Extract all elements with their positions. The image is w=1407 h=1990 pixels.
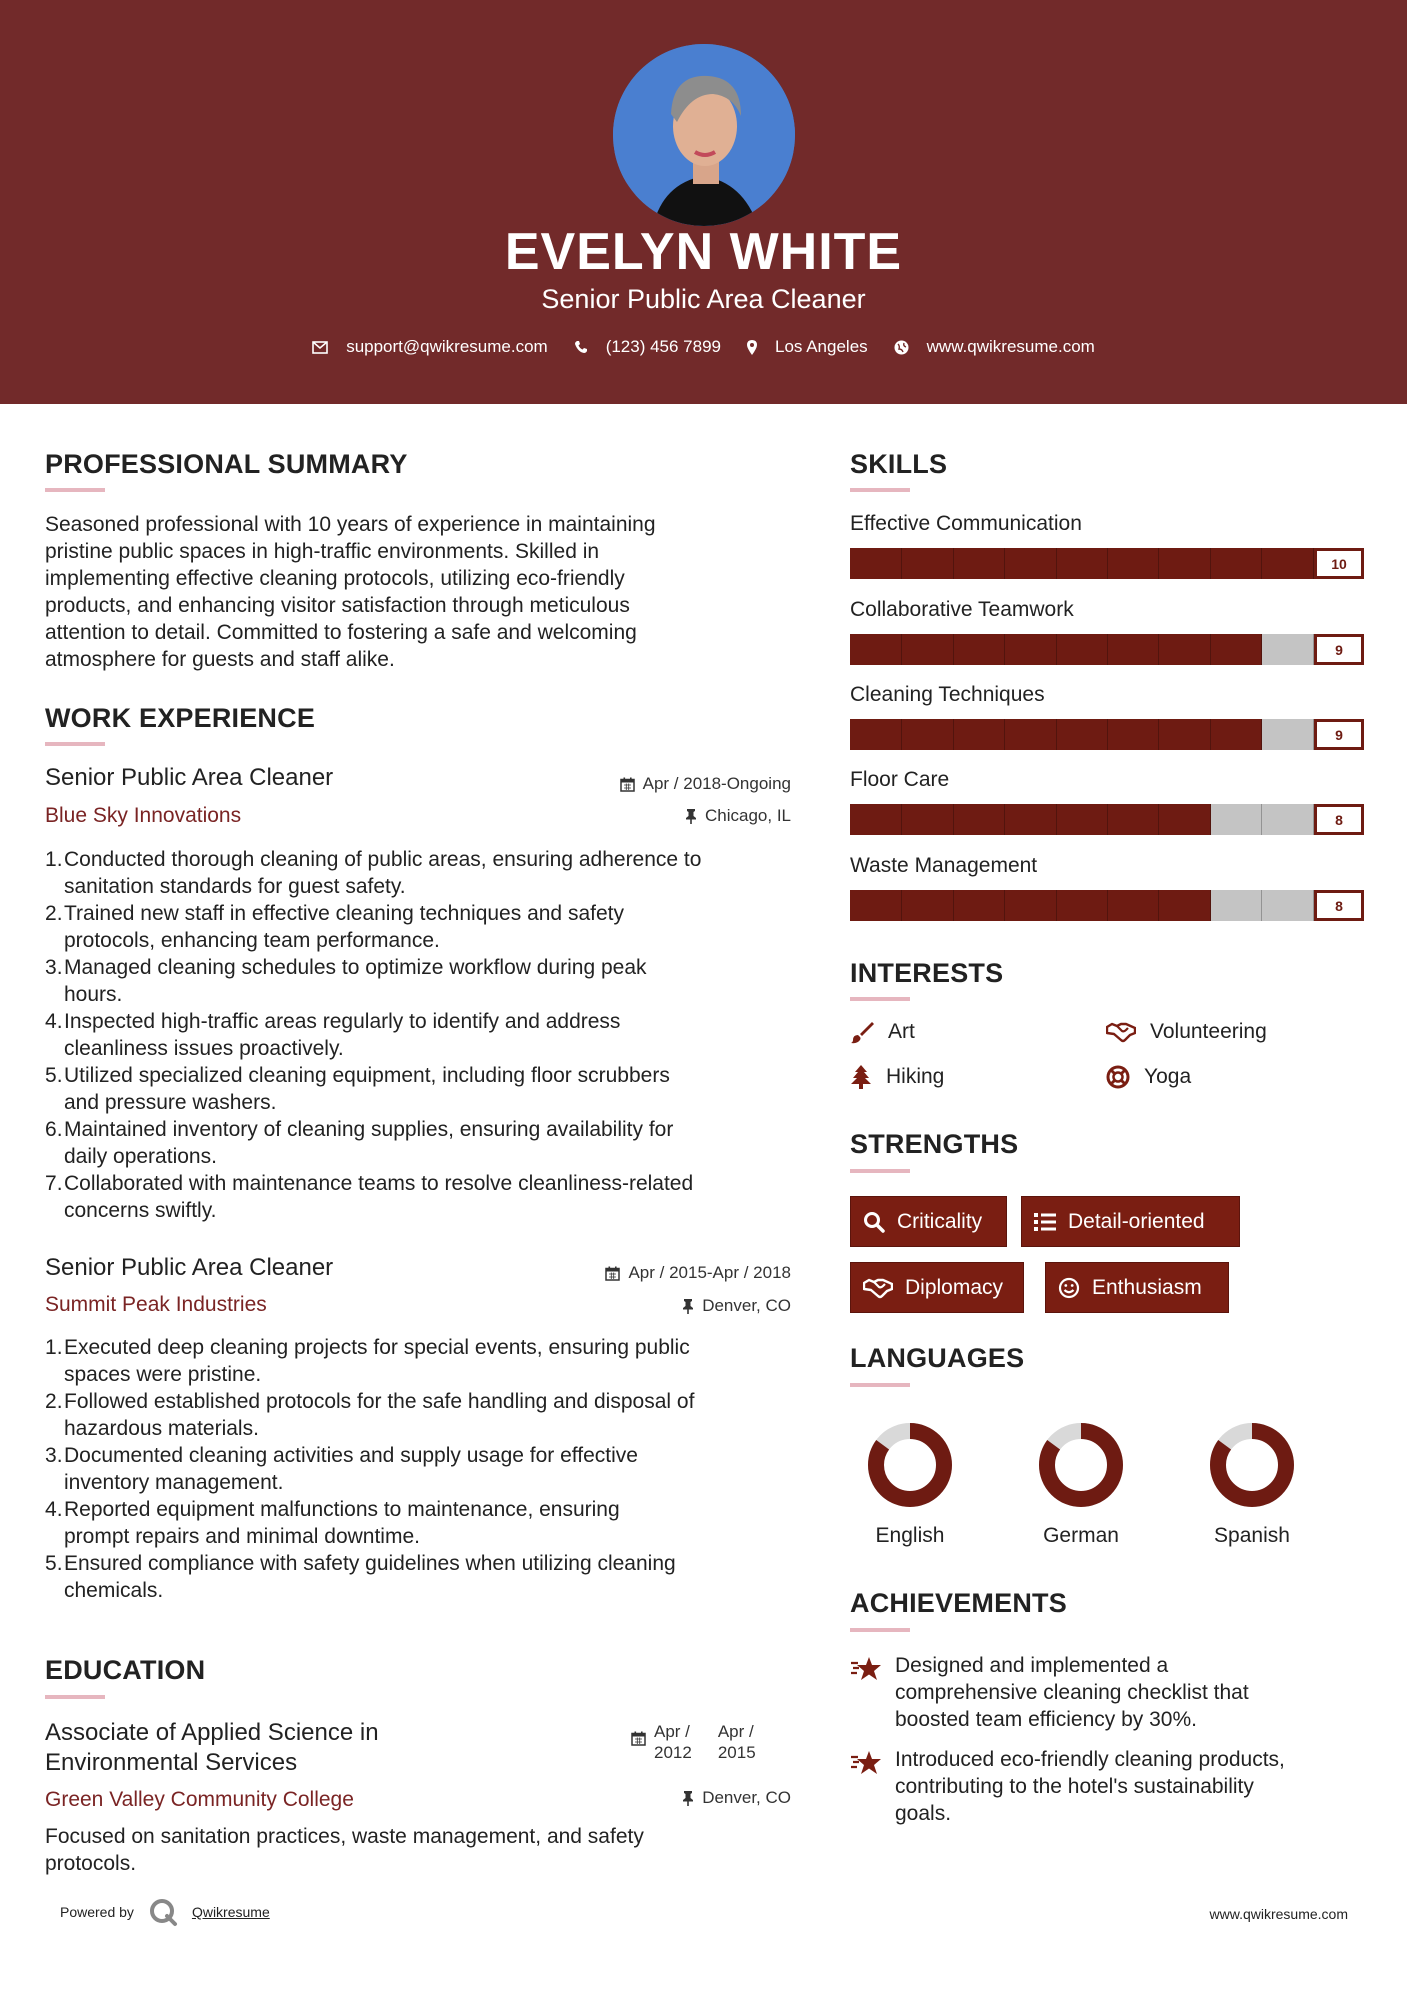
education-heading: EDUCATION: [45, 1655, 206, 1685]
contact-email[interactable]: [312, 337, 548, 357]
email-text: support@qwikresume.com: [346, 337, 548, 356]
interests-underline: [850, 997, 910, 1001]
strengths-underline: [850, 1169, 910, 1173]
strengths-heading: STRENGTHS: [850, 1129, 1019, 1159]
job-location-text: Denver, CO: [702, 1296, 791, 1315]
skill-bar-segment: [953, 548, 954, 579]
skill-bar-fill: [850, 804, 1211, 835]
education-dates: [631, 1721, 756, 1763]
star-icon: [850, 1655, 882, 1683]
skill-bar: [850, 634, 1364, 665]
skill-bar-segment: [1210, 890, 1211, 921]
skill-bar-segment: [1261, 548, 1262, 579]
job-location-text: Chicago, IL: [705, 806, 791, 825]
languages-underline: [850, 1383, 910, 1387]
list-item: Executed deep cleaning projects for special events, ensuring public spaces were pristine.: [64, 1336, 690, 1386]
skill-name: Floor Care: [850, 768, 950, 791]
skill-name: Effective Communication: [850, 512, 1082, 535]
interests-heading: INTERESTS: [850, 958, 1004, 988]
degree-title: [45, 1718, 379, 1778]
skill-bar-segment: [1004, 548, 1005, 579]
footer-website[interactable]: www.qwikresume.com: [1209, 1906, 1348, 1922]
skill-bar-segment: [1158, 719, 1159, 750]
skill-bar-segment: [1158, 804, 1159, 835]
languages-donut-charts: [850, 1410, 1370, 1520]
education-desc: Focused on sanitation practices, waste management, and safety protocols.: [45, 1825, 644, 1875]
job-company: Blue Sky Innovations: [45, 804, 242, 827]
calendar-icon: [620, 777, 635, 792]
skill-bar-segment: [1158, 634, 1159, 665]
qwikresume-logo-icon: [148, 1897, 178, 1927]
skill-bar-segment: [901, 890, 902, 921]
skill-bar-segment: [1210, 719, 1211, 750]
job-location: [500, 1296, 791, 1316]
list-item: Utilized specialized cleaning equipment, including floor scrubbers and pressure washers.: [64, 1064, 670, 1114]
school-name: Green Valley Community College: [45, 1788, 354, 1811]
handshake-icon: [1106, 1021, 1136, 1043]
job-role: Senior Public Area Cleaner: [45, 1254, 334, 1281]
list-icon: [1034, 1212, 1056, 1232]
education-end: Apr / 2015: [717, 1722, 756, 1762]
language-label: English: [875, 1524, 945, 1547]
strength-label: Criticality: [897, 1209, 983, 1233]
strength-tag-enthusiasm: [1045, 1262, 1229, 1313]
skill-bar-segment: [901, 634, 902, 665]
skill-name: Collaborative Teamwork: [850, 598, 1074, 621]
skill-score: 9: [1314, 634, 1364, 665]
summary-line: atmosphere for guests and staff alike.: [45, 648, 395, 671]
skill-bar-segment: [1107, 634, 1108, 665]
skill-bar-segment: [953, 804, 954, 835]
list-item: Conducted thorough cleaning of public areas, ensuring adherence to sanitation standards for guest safety.: [64, 848, 702, 898]
strength-tag-detail-oriented: [1021, 1196, 1240, 1247]
skill-bar: [850, 804, 1364, 835]
experience-underline: [45, 742, 105, 746]
interest-label: Yoga: [1144, 1065, 1192, 1088]
summary-line: implementing effective cleaning protocols, utilizing eco-friendly: [45, 567, 625, 590]
skill-bar-segment: [1107, 890, 1108, 921]
interest-art: [850, 1020, 915, 1044]
skill-score: 8: [1314, 804, 1364, 835]
language-label: Spanish: [1214, 1524, 1290, 1547]
skill-bar-segment: [1261, 719, 1262, 750]
achievements-heading: ACHIEVEMENTS: [850, 1588, 1067, 1618]
strength-tag-diplomacy: [850, 1262, 1024, 1313]
achievement-item: Introduced eco-friendly cleaning products, contributing to the hotel's sustainability goals.: [895, 1748, 1285, 1825]
skill-bar-segment: [953, 719, 954, 750]
skill-bar-segment: [1004, 890, 1005, 921]
experience-heading: WORK EXPERIENCE: [45, 703, 316, 733]
summary-line: attention to detail. Committed to fostering a safe and welcoming: [45, 621, 637, 644]
map-pin-icon: [747, 340, 757, 355]
skill-name: Waste Management: [850, 854, 1038, 877]
skill-bar-segment: [953, 890, 954, 921]
envelope-icon: [312, 341, 328, 354]
contact-website[interactable]: [894, 337, 1095, 357]
strength-label: Enthusiasm: [1092, 1275, 1202, 1299]
skill-bar-segment: [901, 804, 902, 835]
degree-line: Associate of Applied Science in: [45, 1719, 379, 1746]
search-icon: [863, 1211, 885, 1233]
skill-score: 10: [1314, 548, 1364, 579]
achievements-underline: [850, 1628, 910, 1632]
list-item: Maintained inventory of cleaning supplies, ensuring availability for daily operations.: [64, 1118, 674, 1168]
interest-volunteering: [1106, 1020, 1267, 1044]
languages-heading: LANGUAGES: [850, 1343, 1025, 1373]
strength-tag-criticality: [850, 1196, 1007, 1247]
paintbrush-icon: [850, 1020, 874, 1044]
summary-line: pristine public spaces in high-traffic environments. Skilled in: [45, 540, 600, 563]
summary-line: Seasoned professional with 10 years of experience in maintaining: [45, 513, 656, 536]
education-location-text: Denver, CO: [702, 1788, 791, 1807]
skill-bar-segment: [1056, 719, 1057, 750]
list-item: Documented cleaning activities and supply usage for effective inventory management.: [64, 1444, 638, 1494]
handshake-icon: [863, 1277, 893, 1299]
website-text: www.qwikresume.com: [926, 337, 1095, 356]
list-item: Reported equipment malfunctions to maintenance, ensuring prompt repairs and minimal downtime.: [64, 1498, 620, 1548]
skill-bar-segment: [1261, 804, 1262, 835]
skill-bar-segment: [1056, 890, 1057, 921]
skill-bar-segment: [1158, 890, 1159, 921]
skill-bar: [850, 548, 1364, 579]
location-text: Los Angeles: [775, 337, 868, 356]
list-item: Trained new staff in effective cleaning techniques and safety protocols, enhancing team performance.: [64, 902, 624, 952]
skill-bar-segment: [1004, 719, 1005, 750]
skills-heading: SKILLS: [850, 449, 948, 479]
skill-score: 8: [1314, 890, 1364, 921]
profile-photo: [613, 44, 795, 226]
strength-label: Detail-oriented: [1068, 1209, 1205, 1233]
pushpin-icon: [682, 1299, 694, 1314]
smile-icon: [1058, 1277, 1080, 1299]
list-item: Followed established protocols for the safe handling and disposal of hazardous materials.: [64, 1390, 695, 1440]
job-duties: [45, 846, 805, 1224]
phone-text: (123) 456 7899: [605, 337, 722, 356]
skill-bar-segment: [953, 634, 954, 665]
job-dates: [500, 774, 791, 794]
summary-text: [45, 511, 785, 673]
footer-powered-by: [60, 1897, 270, 1927]
skill-bar-segment: [1056, 548, 1057, 579]
skill-bar-segment: [1056, 634, 1057, 665]
resume-header: [0, 0, 1407, 404]
job-duties: [45, 1334, 805, 1604]
qwikresume-link[interactable]: Qwikresume: [191, 1904, 270, 1920]
list-item: Inspected high-traffic areas regularly to identify and address cleanliness issues proactively.: [64, 1010, 621, 1060]
skill-bar-segment: [1261, 890, 1262, 921]
skill-bar-segment: [901, 548, 902, 579]
list-item: Collaborated with maintenance teams to resolve cleanliness-related concerns swiftly.: [64, 1172, 694, 1222]
job-dates-text: Apr / 2015-Apr / 2018: [628, 1263, 791, 1282]
pushpin-icon: [682, 1791, 694, 1806]
pushpin-icon: [685, 809, 697, 824]
interest-label: Volunteering: [1150, 1020, 1267, 1043]
skill-bar-segment: [1261, 634, 1262, 665]
summary-underline: [45, 488, 105, 492]
education-location: [500, 1788, 791, 1808]
skill-bar: [850, 890, 1364, 921]
interest-label: Art: [888, 1020, 915, 1043]
skill-bar-segment: [901, 719, 902, 750]
job-company: Summit Peak Industries: [45, 1293, 267, 1316]
lifebuoy-icon: [1106, 1065, 1130, 1089]
list-item: Ensured compliance with safety guidelines when utilizing cleaning chemicals.: [64, 1552, 676, 1602]
skill-bar-fill: [850, 890, 1211, 921]
skill-bar-segment: [1210, 804, 1211, 835]
contact-bar: [0, 337, 1407, 357]
education-underline: [45, 1695, 105, 1699]
language-label: German: [1043, 1524, 1119, 1547]
skill-bar-segment: [1107, 804, 1108, 835]
tree-icon: [850, 1065, 872, 1089]
interest-label: Hiking: [886, 1065, 945, 1088]
achievement-item: Designed and implemented a comprehensive cleaning checklist that boosted team efficiency by 30%.: [895, 1654, 1249, 1731]
powered-by-text: Powered by: [60, 1904, 134, 1920]
summary-line: products, and enhancing visitor satisfaction through meticulous: [45, 594, 630, 617]
summary-heading: PROFESSIONAL SUMMARY: [45, 449, 408, 479]
skill-bar-segment: [1004, 634, 1005, 665]
globe-icon: [894, 340, 909, 355]
skill-bar: [850, 719, 1364, 750]
skills-underline: [850, 488, 910, 492]
job-location: [500, 806, 791, 826]
skill-bar-segment: [1004, 804, 1005, 835]
phone-icon: [574, 340, 588, 354]
candidate-title: Senior Public Area Cleaner: [541, 284, 866, 314]
interest-yoga: [1106, 1065, 1191, 1089]
contact-phone[interactable]: [574, 337, 721, 357]
job-dates-text: Apr / 2018-Ongoing: [642, 774, 791, 793]
job-role: Senior Public Area Cleaner: [45, 764, 334, 791]
skill-score: 9: [1314, 719, 1364, 750]
skill-bar-segment: [1158, 548, 1159, 579]
calendar-icon: [631, 1731, 646, 1746]
contact-location: [747, 337, 868, 357]
skill-bar-segment: [1210, 634, 1211, 665]
list-item: Managed cleaning schedules to optimize workflow during peak hours.: [64, 956, 647, 1006]
calendar-icon: [605, 1266, 620, 1281]
star-icon: [850, 1749, 882, 1777]
skill-bar-segment: [1056, 804, 1057, 835]
strength-label: Diplomacy: [905, 1275, 1004, 1299]
skill-bar-segment: [1107, 548, 1108, 579]
interest-hiking: [850, 1065, 944, 1089]
education-start: Apr / 2012: [654, 1722, 692, 1762]
degree-line: Environmental Services: [45, 1749, 298, 1776]
job-dates: [500, 1263, 791, 1283]
skill-bar-segment: [1210, 548, 1211, 579]
skill-name: Cleaning Techniques: [850, 683, 1045, 706]
candidate-name: EVELYN WHITE: [504, 223, 903, 281]
skill-bar-segment: [1107, 719, 1108, 750]
